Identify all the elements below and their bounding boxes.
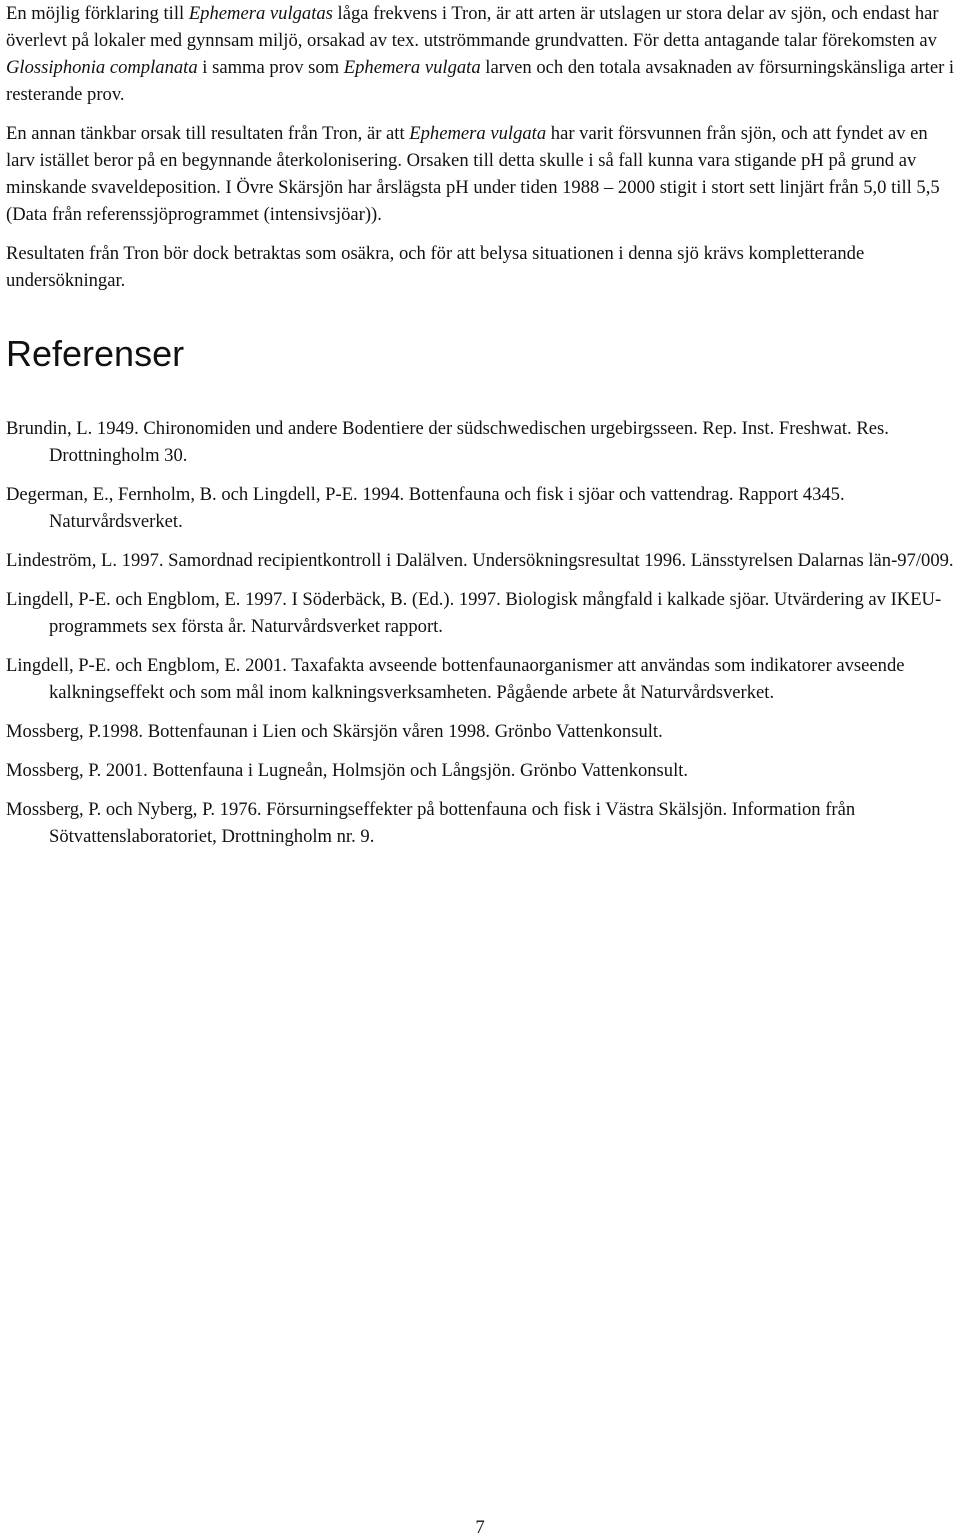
- paragraph-2: [6, 120, 956, 228]
- species-name-ephemera-vulgatas: Ephemera vulgatas: [188, 3, 333, 24]
- paragraph-2-text-1: En annan tänkbar orsak till resultaten från Tron, är att: [6, 123, 410, 144]
- species-name-ephemera-vulgata: Ephemera vulgata: [409, 123, 547, 144]
- reference-item: Lindeström, L. 1997. Samordnad recipientkontroll i Dalälven. Undersökningsresultat 1996. Länsstyrelsen Dalarnas län-97/009.: [6, 550, 954, 571]
- paragraph-1: [6, 0, 956, 108]
- reference-item: Lingdell, P-E. och Engblom, E. 1997. I Söderbäck, B. (Ed.). 1997. Biologisk mångfald i kalkade sjöar. Utvärdering av IKEU-programmets sex första år. Naturvårdsverket rapport.: [6, 589, 942, 637]
- reference-item: Mossberg, P. och Nyberg, P. 1976. Försurningseffekter på bottenfauna och fisk i Västra Skälsjön. Information från Sötvattenslaboratoriet, Drottningholm nr. 9.: [6, 799, 856, 847]
- species-name-ephemera-vulgata: Ephemera vulgata: [343, 57, 481, 78]
- paragraph-2-text-2: har varit försvunnen från sjön, och att fyndet av en larv istället beror på en begynnande återkolonisering. Orsaken till detta skulle i så fall kunna vara stigande pH på grund av minskande svaveldeposition. I Övre Skärsjön har årslägsta pH under tiden 1988 – 2000 stigit i stort sett linjärt från 5,0 till 5,5 (Data från referenssjöprogrammet (intensivsjöar)).: [6, 123, 940, 225]
- species-name-glossiphonia-complanata: Glossiphonia complanata: [6, 57, 198, 78]
- reference-item: Lingdell, P-E. och Engblom, E. 2001. Taxafakta avseende bottenfaunaorganismer att användas som indikatorer avseende kalkningseffekt och som mål inom kalkningsverksamheten. Pågående arbete åt Naturvårdsverket.: [6, 655, 905, 703]
- reference-item: Degerman, E., Fernholm, B. och Lingdell, P-E. 1994. Bottenfauna och fisk i sjöar och vattendrag. Rapport 4345. Naturvårdsverket.: [6, 484, 845, 532]
- paragraph-3-text-1: Resultaten från Tron bör dock betraktas som osäkra, och för att belysa situationen i denna sjö krävs kompletterande undersökningar.: [6, 243, 865, 291]
- reference-item: Mossberg, P.1998. Bottenfaunan i Lien och Skärsjön våren 1998. Grönbo Vattenkonsult.: [6, 721, 663, 742]
- page-number: 7: [475, 1517, 485, 1538]
- paragraph-1-text-1: En möjlig förklaring till: [6, 3, 189, 24]
- reference-list: [6, 415, 956, 850]
- paragraph-1-text-3: i samma prov som: [197, 57, 344, 78]
- reference-item: Brundin, L. 1949. Chironomiden und andere Bodentiere der südschwedischen urgebirgsseen. Rep. Inst. Freshwat. Res. Drottningholm 30.: [6, 418, 889, 466]
- paragraph-3: [6, 240, 956, 294]
- reference-item: Mossberg, P. 2001. Bottenfauna i Lugneån, Holmsjön och Långsjön. Grönbo Vattenkonsult.: [6, 760, 689, 781]
- document-page: [6, 0, 956, 862]
- paragraph-1-text-2: låga frekvens i Tron, är att arten är utslagen ur stora delar av sjön, och endast har överlevt på lokaler med gynnsam miljö, orsakad av tex. utströmmande grundvatten. För detta antagande talar förekomsten av: [6, 3, 939, 51]
- paragraph-1-text-4: larven och den totala avsaknaden av försurningskänsliga arter i resterande prov.: [6, 57, 955, 105]
- references-heading: Referenser: [6, 333, 185, 374]
